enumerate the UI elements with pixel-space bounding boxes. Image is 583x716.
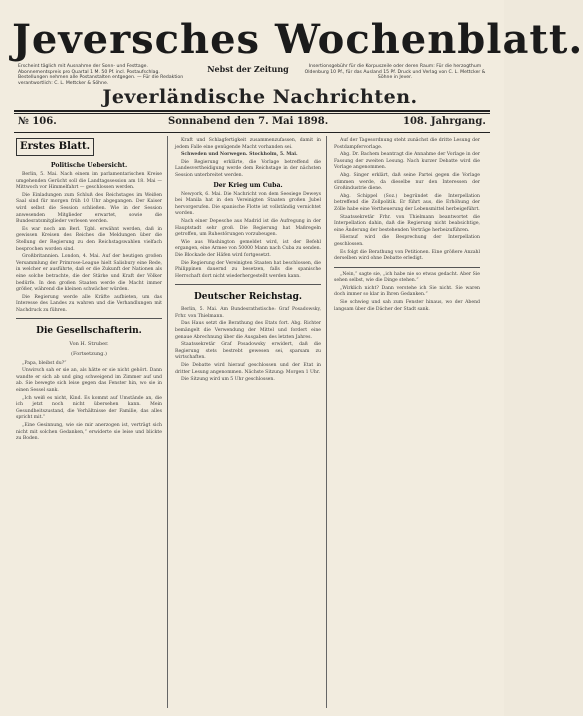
story-paragraph: „Papa, bleibst du?“ (22, 360, 67, 366)
section-divider (16, 318, 162, 319)
article-paragraph: Auf der Tagesordnung steht zunächst die dritte Lesung der Postdampfervorlage. (334, 138, 480, 150)
column-2 (175, 138, 321, 708)
article-paragraph: Nach einer Depesche aus Madrid ist die Aufregung in der Hauptstadt sehr groß. Die Regierung hat Maßregeln getroffen, um Ruhestörungen vorzubeugen. (175, 218, 321, 238)
article-paragraph: Die Debatte wird hierauf geschlossen und der Etat in dritter Lesung angenommen. Nächste Sitzung: Morgen 1 Uhr. (175, 363, 321, 375)
issue-number: № 106. (18, 116, 57, 127)
article-paragraph: Abg. Dr. Bachem beantragt die Annahme der Vorlage in der Fassung der zweiten Lesung. Nach kurzer Debatte wird die Vorlage angenommen. (334, 152, 480, 171)
article-paragraph: Newyork, 6. Mai. Die Nachricht von dem Seesiege Deweys bei Manila hat in den Vereinigten Staaten großen Jubel hervorgerufen. Die spanische Flotte ist vollständig vernichtet worden. (175, 191, 321, 217)
column-3 (334, 138, 480, 708)
masthead-rule-top (14, 110, 490, 112)
article-heading-krieg: Der Krieg um Cuba. (213, 181, 283, 189)
article-paragraph: Es folgt die Berathung von Petitionen. Eine größere Anzahl derselben wird ohne Debatte erledigt. (334, 249, 480, 262)
feuilleton-continuation: (Fortsetzung.) (71, 351, 107, 358)
article-paragraph: Hierauf wird die Besprechung der Interpellation geschlossen. (334, 235, 480, 247)
article-paragraph: Die Einladungen zum Schluß des Reichstages im Weißen Saal sind für morgen früh 10 Uhr abgegangen. Der Kaiser wird selbst die Session schließen. Wie in der Session anwesenden Mitglieder erwartet, sowie die Bundesratsmitglieder verlesen werden. (16, 192, 162, 225)
masthead-title: Jeversches Wochenblatt. (12, 16, 583, 63)
article-paragraph: Die Regierung werde alle Kräfte aufbieten, um das Interesse des Landes zu wahren und die Verhandlungen mit Nachdruck zu führen. (16, 294, 162, 313)
subscription-note: Erscheint täglich mit Ausnahme der Sonn- und Festtage. Abonnementspreis pro Quartal 1 M. 50 Pf. incl. Postaufschlag. Bestellungen nehmen alle Postanstalten entgegen. — Für die Redaktion verantwortlich: C. L. Mettcker & Söhne. (18, 64, 184, 86)
article-paragraph: Das Haus setzt die Berathung des Etats fort. Abg. Richter bemängelt die Verwendung der Mittel und fordert eine genaue Abrechnung über die Ausgaben des letzten Jahres. (175, 321, 321, 340)
column-divider-1 (167, 136, 168, 708)
story-paragraph: „Nein,“ sagte sie, „ich habe nie so etwas gedacht. Aber Sie sehen selbst, wie die Dinge stehen.“ (334, 271, 480, 284)
dateline-rule (14, 132, 490, 133)
article-paragraph: Die Sitzung wird um 5 Uhr geschlossen. (181, 377, 275, 383)
article-paragraph: Kraft und Schlagfertigkeit zusammenzufassen, damit in jedem Falle eine genügende Macht vorhanden sei. (175, 138, 321, 150)
feuilleton-author: Von H. Struber. (69, 341, 109, 348)
article-paragraph: Großbritannien. London, 4. Mai. Auf der heutigen großen Versammlung der Primrose-League hielt Salisbury eine Rede, in welcher er ausführte, daß er die Zukunft der Nationen als eine solche betrachte, die der Stärke und Kraft der Völker bedürfe. In den großen Staaten werde die Macht immer größer, während die kleinen schwächer würden. (16, 254, 162, 293)
story-paragraph: „Ich weiß es nicht, Kind. Es kommt auf Umstände an, die ich jetzt noch nicht übersehen kann. Mein Gesundheitszustand, die Verhältnisse der Familie, das alles spricht mit.“ (16, 395, 162, 421)
subhead-title: Jeverländische Nachrichten. (102, 86, 418, 108)
story-paragraph: Unwirsch sah er sie an, als hätte er sie nicht gehört. Dann wandte er sich ab und ging schweigend im Zimmer auf und ab. Sie bewegte sich leise gegen das Fenster hin, wo sie in einen Sessel sank. (16, 368, 162, 394)
article-paragraph: Berlin, 5. Mai. Nach einem im parlamentarischen Kreise umgehenden Gerücht soll die Landtagssession am 18. Mai — Mittwoch vor Himmelfahrt — geschlossen werden. (16, 172, 162, 191)
article-paragraph: Berlin, 5. Mai. Am Bundesrathstische: Graf Posadowsky, Frhr. von Thielmann. (175, 307, 321, 319)
article-paragraph: Staatssekretär Frhr. von Thielmann beantwortet die Interpellation dahin, daß die Regierung nicht beabsichtige, eine Änderung der bestehenden Verträge herbeizuführen. (334, 214, 480, 233)
issue-year: 108. Jahrgang. (403, 116, 486, 127)
insertion-note: Insertionsgebühr für die Korpuszeile oder deren Raum: Für die herzogthum Oldenburg 10 Pf., für das Ausland 15 Pf. Druck und Verlag von C. L. Mettcker & Söhne in Jever. (304, 64, 486, 81)
reichstag-heading: Deutscher Reichstag. (193, 292, 303, 303)
section-divider (175, 284, 321, 285)
section-title: Erstes Blatt. (16, 138, 94, 156)
article-paragraph: Die Regierung erklärte, die Vorlage betreffend die Landesvertheidigung werde dem Reichstage in der nächsten Session unterbreitet werden. (175, 159, 321, 178)
article-subheading: Schweden und Norwegen. Stockholm, 5. Mai. (181, 152, 298, 158)
story-paragraph: „Wirklich nicht? Dann verstehe ich Sie nicht. Sie waren doch immer so klar in Ihren Gedanken.“ (334, 285, 480, 298)
dateline (18, 116, 488, 130)
article-paragraph: Es war noch am Berl. Tgbl. erwähnt werden, daß in gewissen Kreisen des Reiches die Meldungen über die Stellung der Regierung zu den Reichstagswahlen vielfach besprochen worden sind. (16, 226, 162, 252)
article-paragraph: Wie aus Washington gemeldet wird, ist der Befehl ergangen, eine Armee von 50000 Mann nach Cuba zu senden. Die Blockade der Häfen wird fortgesetzt. (175, 239, 321, 258)
story-paragraph: Sie schwieg und sah zum Fenster hinaus, wo der Abend langsam über die Dächer der Stadt sank. (334, 300, 480, 312)
masthead-rule-thin (14, 113, 490, 114)
issue-date: Sonnabend den 7. Mai 1898. (168, 116, 329, 127)
section-divider (334, 267, 480, 268)
article-paragraph: Abg. Singer erklärt, daß seine Partei gegen die Vorlage stimmen werde, da dieselbe nur den Interessen der Großindustrie diene. (334, 172, 480, 192)
feuilleton-title: Die Gesellschafterin. (36, 326, 142, 337)
article-paragraph: Abg. Schippel (Soz.) begründet die Interpellation betreffend die Zollpolitik. Er führt aus, die Erhöhung der Zölle habe eine Vertheuerung der Lebensmittel herbeigeführt. (334, 193, 480, 212)
column-divider-2 (326, 136, 327, 708)
column-1 (16, 138, 162, 708)
article-paragraph: Staatssekretär Graf Posadowsky erwidert, daß die Regierung stets bestrebt gewesen sei, sparsam zu wirtschaften. (175, 342, 321, 361)
article-heading-politik: Politische Uebersicht. (50, 162, 128, 169)
supplement-note: Nebst der Zeitung (207, 64, 289, 74)
article-paragraph: Die Regierung der Vereinigten Staaten hat beschlossen, die Philippinen dauernd zu besetzen, falls die spanische Herrschaft dort nicht wiederhergestellt werden kann. (175, 260, 321, 279)
story-paragraph: „Eine Gesinnung, wie sie mir anerzogen ist, verträgt sich nicht mit solchen Gedanken,“ erwiderte sie leise und blickte zu Boden. (16, 423, 162, 442)
